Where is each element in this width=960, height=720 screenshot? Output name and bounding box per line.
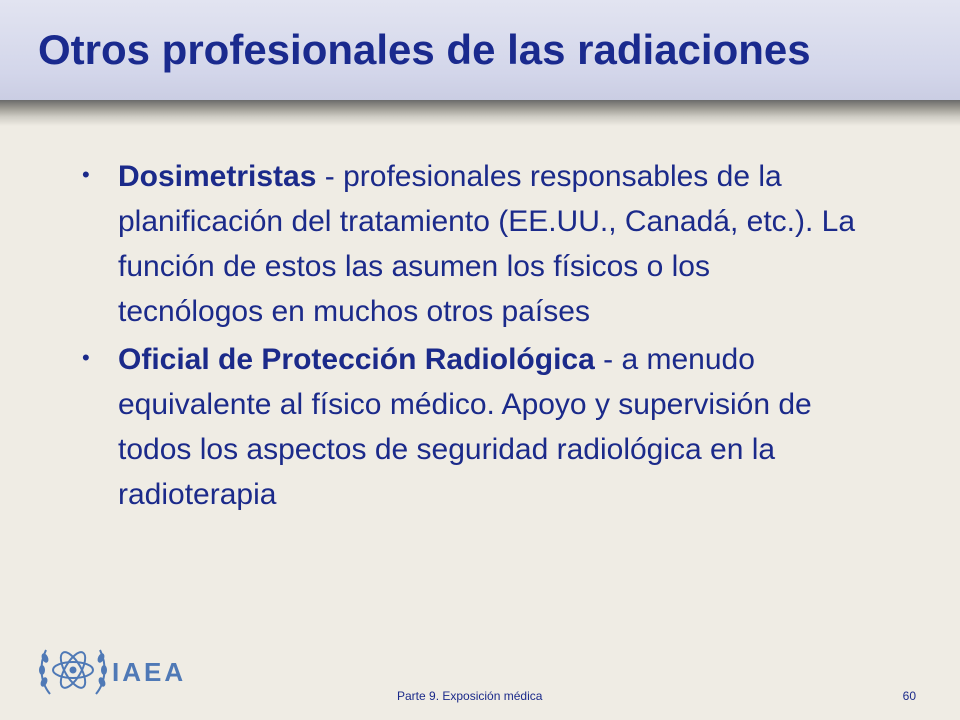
page-number: 60 xyxy=(902,689,916,703)
bullet-dot-icon: • xyxy=(82,162,90,187)
footer-section-label: Parte 9. Exposición médica xyxy=(397,689,543,703)
title-shadow xyxy=(0,100,960,126)
bullet-text: - a menudo equivalente al físico médico. Apoyo y supervisión de todos los aspectos de seguridad radiológica en la radioterapia xyxy=(118,343,812,511)
slide-title: Otros profesionales de las radiaciones xyxy=(38,26,811,73)
bullet-list xyxy=(80,154,860,520)
bullet-item xyxy=(80,154,860,334)
bullet-dot-icon: • xyxy=(82,345,90,370)
iaea-emblem-icon xyxy=(36,632,110,706)
bullet-term: Oficial de Protección Radiológica xyxy=(118,343,595,376)
bullet-text: - profesionales responsables de la planificación del tratamiento (EE.UU., Canadá, etc.). La función de estos las asumen los físicos o los tecnólogos en muchos otros países xyxy=(118,160,856,328)
logo-text: IAEA xyxy=(112,657,187,687)
bullet-term: Dosimetristas xyxy=(118,160,317,193)
bullet-item xyxy=(80,337,860,517)
